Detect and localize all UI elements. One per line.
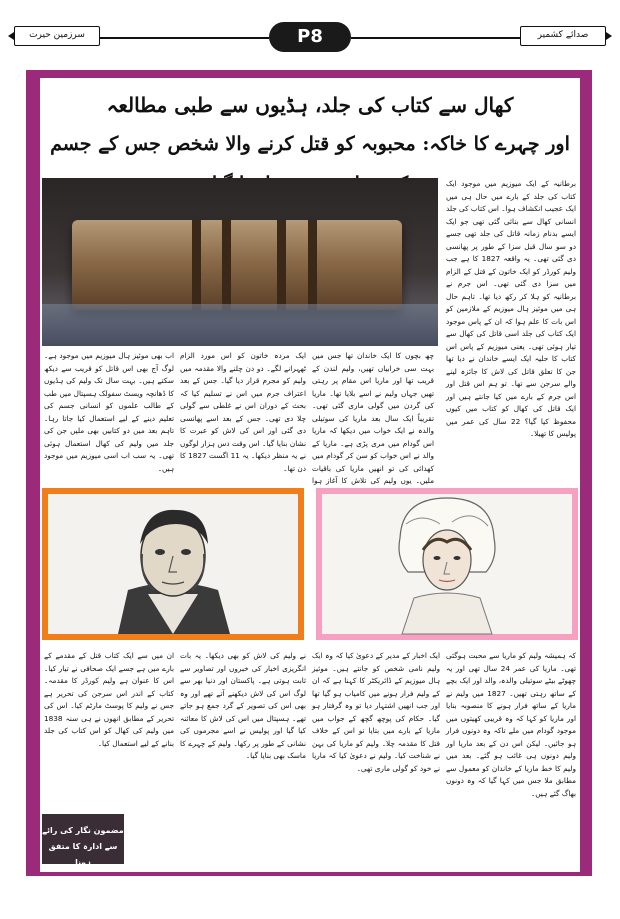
headline-line-1: کھال سے کتاب کی جلد، ہڈیوں سے طبی مطالعہ xyxy=(106,93,514,117)
display-case-glass xyxy=(42,304,438,346)
portrait-maria-marten xyxy=(316,488,578,640)
column-text: کہ ہمیشہ ولیم کو ماریا سے محبت ہوگئی تھی۔ ماریا کی عمر 24 سال تھی اور یہ چھوٹے بیٹے سوتیلی والدہ، والد اور ایک بچے کے ساتھ رہتی تھیں۔ 1827 میں ولیم نے ماریا کے ساتھ فرار ہونے کا منصوبہ بنایا اور ماریا کو کہا کہ وہ قریبی کھیتوں میں موجود گودام میں ملے تاکہ وہ دونوں فرار ہو جائیں۔ لیکن اس دن کے بعد ماریا اور ولیم دونوں ہی غائب ہو گئے۔ بعد میں ولیم کا خط ماریا کے خاندان کو معمول سے مطابق ملا جس میں کہا گیا کہ وہ دونوں بھاگ گئے ہیں۔ xyxy=(446,651,577,798)
text-column-right-top xyxy=(446,178,576,476)
portrait-william-corder xyxy=(42,488,304,640)
column-text: چھ بچوں کا ایک خاندان تھا جس میں بہت سی خرابیاں تھیں، ولیم لندن کے قریب تھا اور ماریا اس مقام پر رہتی تھیں جہاں ولیم نے اسے بلایا تھا۔ ماریا کی گردن میں گولی ماری گئی تھی۔ تقریباً ایک سال بعد ماریا کی سوتیلی والدہ نے ایک خواب میں دیکھا کہ ماریا اس گودام میں مری پڑی ہے۔ ماریا کے والد نے اس خواب کو سن کر گودام میں کھدائی کی تو انھیں ماریا کی باقیات ملیں۔ یوں ولیم کی تلاش کا آغاز ہوا xyxy=(312,351,434,485)
disclaimer-line-1: مضمون نگار کی رائے سے ادارہ کا متفق ہونا xyxy=(42,826,124,867)
disclaimer-line-2: ضروری نہیں ہے مصنف کی ذاتی رائے ہے xyxy=(43,874,123,915)
header-tag-left: سرزمین حیرت xyxy=(14,26,100,46)
text-column-bottom-right xyxy=(446,650,576,864)
column-text: ایک مردہ خاتون کو اس مورد الزام ٹھہرانے لگے۔ دو دن چلنے والا مقدمہ میں ولیم کو مجرم قرار دیا گیا۔ جس کے بعد اعتراف جرم میں اس نے تسلیم کیا کہ بحث کے دوران اس نے غلطی سے گولی چلا دی تھی۔ جس کے بعد اسے پھانسی دی گئی اور اس کی لاش کو عبرت کا نشان بنایا گیا۔ اس وقت دس ہزار لوگوں نے یہ منظر دیکھا۔ یہ 11 اگست 1827 کا دن تھا۔ xyxy=(180,351,306,473)
column-text: اب بھی موئیز ہال میوزیم میں موجود ہے۔ لوگ آج بھی اس قاتل کو قریب سے دیکھ سکتے ہیں۔ بہت سال تک ولیم کی ہڈیوں کا ڈھانچہ ویسٹ سفولک ہسپتال میں طب کے طالب علموں کو انسانی جسم کی تعلیم دینے کے لیے استعمال کیا جاتا رہا۔ تاہم بعد میں دو کتابیں بھی ملیں جن کی جلد میں ولیم کی کھال استعمال ہوئی تھی۔ یہ سب اب اسی میوزیم میں موجود ہیں۔ xyxy=(44,351,174,473)
book-spine-band xyxy=(277,220,286,310)
woman-sketch-icon xyxy=(322,494,572,634)
text-column-mid-left xyxy=(44,350,174,478)
book-photo xyxy=(42,178,438,346)
headline-line-2: اور چہرے کا خاکہ: محبوبہ کو قتل کرنے والا شخص جس کے جسم xyxy=(50,133,570,155)
editorial-disclaimer xyxy=(42,814,124,915)
header-tag-right: صدائے کشمیر xyxy=(520,26,606,46)
book-spine-band xyxy=(192,220,201,310)
column-text: ایک اخبار کے مدیر کے دعویٰ کیا کہ وہ ایک ولیم نامی شخص کو جانتے ہیں۔ موئیز ہال میوزیم کے ڈائریکٹر کا کہنا ہے کہ ان کے ولیم فرار ہونے میں کامیاب ہو گیا تھا اور جب انھیں اشتہار دیا تو وہ گرفتار ہو گیا۔ حکام کی پوچھ گچھ کے جواب میں ماریا کے بارے میں بتایا تو اس کے خلاف قتل کا مقدمہ چلا۔ ولیم کو ماریا کی بہن نے شناخت کیا۔ ولیم نے دعویٰ کیا کہ ماریا نے خود کو گولی ماری تھی۔ xyxy=(312,651,440,773)
book-spine-band xyxy=(222,220,231,310)
text-column-bottom-mid-right xyxy=(312,650,440,864)
page-header xyxy=(14,20,606,56)
man-sketch-icon xyxy=(48,494,298,634)
skin-bound-book-image xyxy=(72,220,402,310)
column-text: برطانیہ کے ایک میوزیم میں موجود ایک کتاب کی جلد کے بارے میں حال ہی میں ایک عجیب انکشاف ہوا۔ اس کتاب کی جلد انسانی کھال سے بنائی گئی تھی جو ایک ایسے بدنام زمانہ قاتل کی جلد تھی جسے دو سو سال قبل سزا کے طور پر پھانسی دی گئی تھی۔ یہ واقعہ 1827 کا ہے جب ولیم کورڈر کو ایک خاتون کے قتل کے الزام میں سزا دی گئی تھی۔ اس جرم نے برطانیہ کو ہلا کر رکھ دیا تھا۔ تاہم حال ہی میں موئیز ہال میوزیم کے ملازمین کو اس بات کا علم ہوا کہ ان کے پاس موجود ایک کتاب کی جلد اسی قاتل کی کھال سے تیار ہوئی تھی۔ یعنی میوزیم کے پاس اس کتاب کا حلیہ ایک ایسے خاندان نے دیا تھا جن کا تعلق قاتل کی لاش کا جائزہ لینے والے سرجن سے تھا۔ تو ہم اس قتل اور اس جرم کے بارے میں کیا جانتے ہیں اور ایک قاتل کی کھال کو کتاب میں کیوں محفوظ کیا گیا؟ 22 سال کی عمر میں پولیس کا تھیلا۔ xyxy=(445,179,576,438)
text-column-bottom-mid-left xyxy=(180,650,306,864)
text-column-mid-right xyxy=(312,350,434,485)
column-text: نے ولیم کی لاش کو بھی دیکھا۔ یہ بات انگریزی اخبار کی خبروں اور تصاویر سے ثابت ہوتی ہے۔ پاکستان اور دنیا بھر سے لوگ اس کی لاش دیکھنے آتے تھے اور وہ بھی اس کی تصویر کے گرد جمع ہو جاتے تھے۔ ہسپتال میں اس کی لاش کا معائنہ کیا گیا اور پولیس نے اسے مجرموں کی نشانی کے طور پر رکھا۔ ولیم کے چہرے کا ماسک بھی بنایا گیا۔ xyxy=(180,651,306,760)
page-number-badge: P8 xyxy=(269,22,351,52)
text-column-mid-center xyxy=(180,350,306,478)
column-text: ان میں سے ایک کتاب قتل کے مقدمے کے بارے میں ہے جسے ایک صحافی نے تیار کیا۔ اس کا عنوان ہے ولیم کورڈر کا مقدمہ۔ کتاب کے اندر اس سرجن کی تحریر ہے جس نے ولیم کا پوسٹ مارٹم کیا۔ اس کی تحریر کے مطابق انھوں نے ہی سنہ 1838 میں ولیم کی کھال کو اس کتاب کی جلد بنانے کے لیے استعمال کیا۔ xyxy=(44,651,174,748)
text-column-bottom-left xyxy=(44,650,174,808)
article-headline xyxy=(40,86,580,172)
book-spine-band xyxy=(308,220,317,310)
